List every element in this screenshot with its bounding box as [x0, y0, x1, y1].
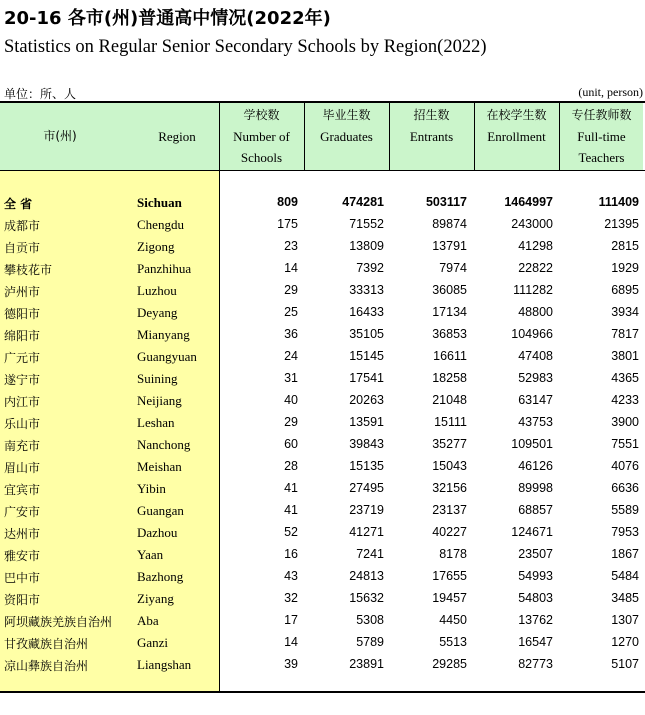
enrollment-value: 16547 [518, 635, 553, 649]
table-row [0, 280, 645, 302]
table-row [0, 654, 645, 676]
graduates-value: 5308 [356, 613, 384, 627]
graduates-value: 474281 [342, 195, 384, 209]
entrants-value: 89874 [432, 217, 467, 231]
enrollment-value: 63147 [518, 393, 553, 407]
schools-value: 16 [284, 547, 298, 561]
schools-value: 24 [284, 349, 298, 363]
region-name-en: Mianyang [137, 327, 190, 342]
region-name-en: Neijiang [137, 393, 182, 408]
schools-value: 39 [284, 657, 298, 671]
entrants-value: 15043 [432, 459, 467, 473]
schools-value: 28 [284, 459, 298, 473]
region-name-cn: 内江市 [4, 395, 41, 409]
graduates-value: 33313 [349, 283, 384, 297]
graduates-value: 27495 [349, 481, 384, 495]
region-name-cn: 甘孜藏族自治州 [4, 637, 89, 651]
entrants-value: 21048 [432, 393, 467, 407]
page-title-cn: 20-16 各市(州)普通高中情况(2022年) [4, 8, 331, 29]
teachers-value: 7551 [611, 437, 639, 451]
teachers-value: 4076 [611, 459, 639, 473]
schools-value: 25 [284, 305, 298, 319]
region-name-cn: 凉山彝族自治州 [4, 659, 89, 673]
enrollment-value: 104966 [511, 327, 553, 341]
teachers-value: 3934 [611, 305, 639, 319]
entrants-value: 17655 [432, 569, 467, 583]
unit-label-en: (unit, person) [578, 85, 643, 99]
region-name-en: Liangshan [137, 657, 192, 672]
teachers-value: 1867 [611, 547, 639, 561]
entrants-value: 17134 [432, 305, 467, 319]
table-row [0, 522, 645, 544]
graduates-value: 15632 [349, 591, 384, 605]
header-region-cn: 市(州) [43, 129, 77, 143]
graduates-value: 7392 [356, 261, 384, 275]
header-region-en: Region [158, 129, 196, 144]
region-name-cn: 达州市 [4, 527, 41, 541]
entrants-value: 13791 [432, 239, 467, 253]
entrants-value: 16611 [433, 349, 467, 363]
teachers-value: 4233 [611, 393, 639, 407]
table-row [0, 544, 645, 566]
table-row [0, 390, 645, 412]
table-bottom-rule [0, 691, 645, 693]
teachers-value: 3900 [611, 415, 639, 429]
region-name-en: Bazhong [137, 569, 184, 584]
graduates-value: 15135 [349, 459, 384, 473]
enrollment-value: 23507 [518, 547, 553, 561]
graduates-value: 41271 [349, 525, 384, 539]
region-name-cn: 南充市 [4, 439, 41, 453]
entrants-value: 15111 [434, 415, 467, 429]
table-row [0, 566, 645, 588]
teachers-value: 5589 [611, 503, 639, 517]
region-name-cn: 乐山市 [4, 417, 41, 431]
schools-value: 36 [284, 327, 298, 341]
entrants-value: 7974 [439, 261, 467, 275]
teachers-value: 2815 [611, 239, 639, 253]
enrollment-value: 109501 [511, 437, 553, 451]
total-row [0, 192, 645, 214]
region-name-cn: 巴中市 [4, 571, 41, 585]
entrants-value: 23137 [432, 503, 467, 517]
region-name-cn: 广元市 [4, 351, 41, 365]
teachers-value: 1270 [611, 635, 639, 649]
region-name-cn: 雅安市 [4, 549, 41, 563]
header-entrants: 招生数 Entrants [409, 108, 454, 144]
table-row [0, 302, 645, 324]
schools-value: 60 [284, 437, 298, 451]
page-title-en: Statistics on Regular Senior Secondary Schools by Region(2022) [4, 37, 487, 57]
table-row [0, 588, 645, 610]
table-row [0, 412, 645, 434]
entrants-value: 4450 [439, 613, 467, 627]
graduates-value: 15145 [349, 349, 384, 363]
enrollment-value: 89998 [518, 481, 553, 495]
schools-value: 23 [284, 239, 298, 253]
teachers-value: 7953 [611, 525, 639, 539]
header-teachers: 专任教师数 Full-time Teachers [571, 108, 632, 165]
enrollment-value: 46126 [518, 459, 553, 473]
region-name-en: Aba [137, 613, 159, 628]
region-name-cn: 宜宾市 [4, 483, 41, 497]
table-top-rule [0, 101, 645, 103]
entrants-value: 503117 [425, 195, 467, 209]
region-name-cn: 眉山市 [4, 461, 41, 475]
region-name-en: Leshan [137, 415, 175, 430]
region-name-en: Deyang [137, 305, 178, 320]
region-name-cn: 阿坝藏族羌族自治州 [4, 615, 113, 629]
teachers-value: 7817 [611, 327, 639, 341]
entrants-value: 32156 [432, 481, 467, 495]
teachers-value: 3485 [611, 591, 639, 605]
region-name-cn: 成都市 [4, 219, 41, 233]
region-name-en: Yibin [137, 481, 166, 496]
enrollment-value: 82773 [518, 657, 553, 671]
entrants-value: 18258 [432, 371, 467, 385]
region-name-cn: 泸州市 [4, 285, 41, 299]
graduates-value: 35105 [349, 327, 384, 341]
graduates-value: 39843 [349, 437, 384, 451]
graduates-value: 20263 [349, 393, 384, 407]
table-row [0, 346, 645, 368]
region-name-cn: 绵阳市 [4, 329, 41, 343]
enrollment-value: 124671 [511, 525, 553, 539]
teachers-value: 1307 [611, 613, 639, 627]
header-graduates: 毕业生数 Graduates [320, 108, 373, 144]
region-name-en: Panzhihua [137, 261, 192, 276]
entrants-value: 19457 [432, 591, 467, 605]
teachers-value: 4365 [611, 371, 639, 385]
region-name-cn: 全 省 [4, 197, 33, 211]
teachers-value: 3801 [611, 349, 639, 363]
header-bottom-rule [0, 170, 645, 171]
graduates-value: 16433 [349, 305, 384, 319]
graduates-value: 13809 [349, 239, 384, 253]
schools-value: 29 [284, 283, 298, 297]
enrollment-value: 68857 [518, 503, 553, 517]
table-row [0, 456, 645, 478]
schools-value: 52 [284, 525, 298, 539]
table-row [0, 500, 645, 522]
enrollment-value: 41298 [518, 239, 553, 253]
region-name-en: Luzhou [137, 283, 177, 298]
region-name-en: Ganzi [137, 635, 169, 650]
teachers-value: 6636 [611, 481, 639, 495]
enrollment-value: 47408 [518, 349, 553, 363]
entrants-value: 40227 [432, 525, 467, 539]
graduates-value: 71552 [349, 217, 384, 231]
enrollment-value: 54993 [518, 569, 553, 583]
entrants-value: 5513 [439, 635, 467, 649]
header-enrollment: 在校学生数 Enrollment [486, 108, 547, 144]
region-name-cn: 广安市 [4, 505, 41, 519]
entrants-value: 8178 [439, 547, 467, 561]
schools-value: 40 [284, 393, 298, 407]
table-row [0, 610, 645, 632]
graduates-value: 23719 [349, 503, 384, 517]
schools-value: 175 [277, 217, 298, 231]
schools-value: 32 [284, 591, 298, 605]
schools-value: 14 [284, 635, 298, 649]
table-row [0, 632, 645, 654]
enrollment-value: 52983 [518, 371, 553, 385]
enrollment-value: 1464997 [504, 195, 553, 209]
teachers-value: 111409 [598, 195, 639, 209]
enrollment-value: 22822 [518, 261, 553, 275]
region-name-en: Meishan [137, 459, 182, 474]
enrollment-value: 48800 [518, 305, 553, 319]
region-name-en: Guangan [137, 503, 184, 518]
table-row [0, 478, 645, 500]
graduates-value: 13591 [349, 415, 384, 429]
teachers-value: 6895 [611, 283, 639, 297]
region-name-en: Suining [137, 371, 178, 386]
teachers-value: 5484 [611, 569, 639, 583]
schools-value: 41 [284, 481, 298, 495]
enrollment-value: 111282 [513, 283, 553, 297]
graduates-value: 7241 [356, 547, 384, 561]
schools-value: 17 [284, 613, 298, 627]
teachers-value: 5107 [611, 657, 639, 671]
region-name-en: Yaan [137, 547, 164, 562]
schools-value: 29 [284, 415, 298, 429]
enrollment-value: 54803 [518, 591, 553, 605]
enrollment-value: 13762 [518, 613, 553, 627]
table-row [0, 236, 645, 258]
schools-value: 14 [284, 261, 298, 275]
teachers-value: 1929 [611, 261, 639, 275]
entrants-value: 36085 [432, 283, 467, 297]
table-row [0, 214, 645, 236]
graduates-value: 17541 [349, 371, 384, 385]
graduates-value: 23891 [349, 657, 384, 671]
region-name-en: Zigong [137, 239, 175, 254]
region-name-en: Chengdu [137, 217, 184, 232]
entrants-value: 35277 [432, 437, 467, 451]
enrollment-value: 43753 [518, 415, 553, 429]
enrollment-value: 243000 [511, 217, 553, 231]
unit-label-cn: 单位：所、人 [4, 87, 77, 101]
header-schools: 学校数 Number of Schools [233, 108, 290, 165]
region-name-cn: 资阳市 [4, 593, 41, 607]
region-name-en: Sichuan [137, 195, 182, 210]
schools-value: 41 [284, 503, 298, 517]
region-name-cn: 德阳市 [4, 307, 41, 321]
region-name-en: Ziyang [137, 591, 174, 606]
table-row [0, 434, 645, 456]
region-name-cn: 遂宁市 [4, 373, 41, 387]
entrants-value: 29285 [432, 657, 467, 671]
schools-value: 43 [284, 569, 298, 583]
graduates-value: 24813 [349, 569, 384, 583]
region-name-en: Nanchong [137, 437, 191, 452]
teachers-value: 21395 [604, 217, 639, 231]
entrants-value: 36853 [432, 327, 467, 341]
table-row [0, 324, 645, 346]
region-name-cn: 攀枝花市 [4, 263, 53, 277]
schools-value: 31 [284, 371, 298, 385]
graduates-value: 5789 [356, 635, 384, 649]
schools-value: 809 [277, 195, 298, 209]
table-row [0, 368, 645, 390]
region-name-cn: 自贡市 [4, 241, 41, 255]
region-name-en: Guangyuan [137, 349, 197, 364]
region-name-en: Dazhou [137, 525, 178, 540]
table-row [0, 258, 645, 280]
